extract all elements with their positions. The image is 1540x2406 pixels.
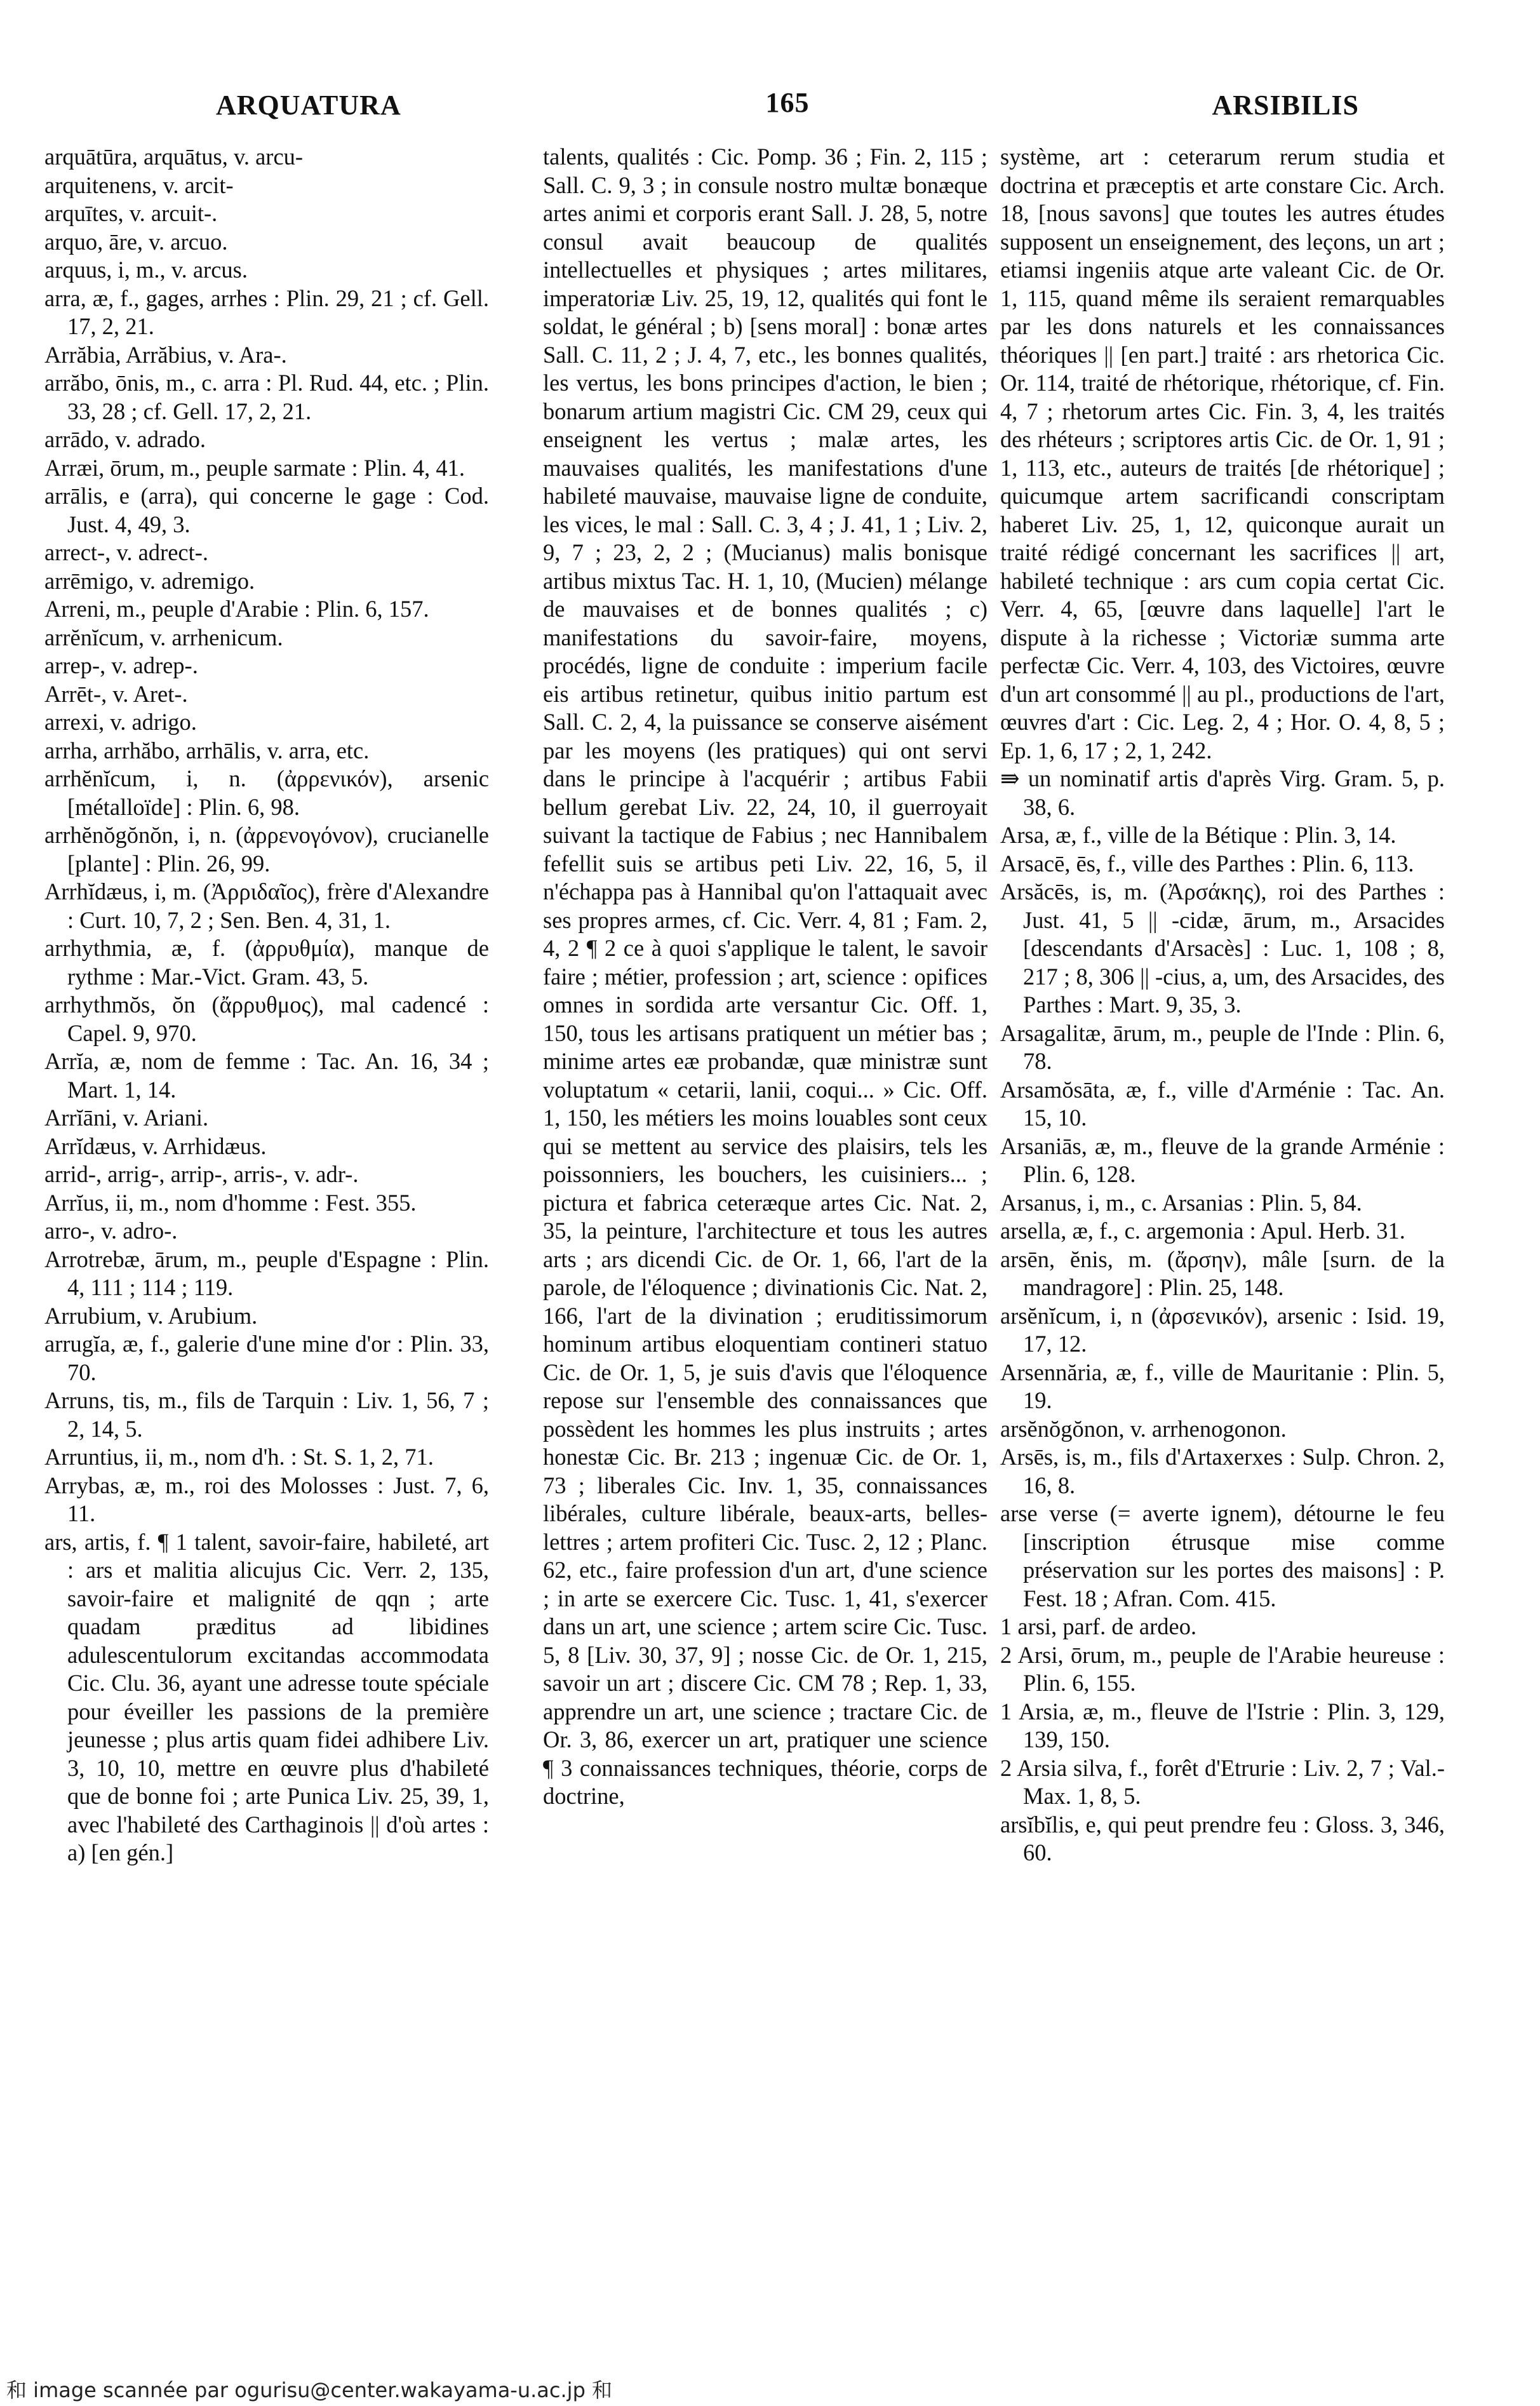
header-first-headword: ARQUATURA — [216, 90, 401, 121]
dictionary-entry: ⇛ un nominatif artis d'après Virg. Gram. 5, p. 38, 6. — [1000, 765, 1445, 820]
dictionary-entry: arra, æ, f., gages, arrhes : Plin. 29, 21 ; cf. Gell. 17, 2, 21. — [44, 285, 489, 339]
dictionary-entry: arrhĕnĭcum, i, n. (ἀρρενικόν), arsenic [métalloïde] : Plin. 6, 98. — [44, 765, 489, 820]
dictionary-entry: Arsennăria, æ, f., ville de Mauritanie : Plin. 5, 19. — [1000, 1359, 1445, 1413]
dictionary-entry: arsĕnĭcum, i, n (ἀρσενικόν), arsenic : Isid. 19, 17, 12. — [1000, 1302, 1445, 1357]
dictionary-entry: Arrybas, æ, m., roi des Molosses : Just. 7, 6, 11. — [44, 1472, 489, 1526]
column-right — [1000, 143, 1445, 2302]
dictionary-entry: arrālis, e (arra), qui concerne le gage : Cod. Just. 4, 49, 3. — [44, 483, 489, 537]
dictionary-entry: Arræi, ōrum, m., peuple sarmate : Plin. 4, 41. — [44, 454, 465, 481]
dictionary-entry: arrăbo, ōnis, m., c. arra : Pl. Rud. 44, etc. ; Plin. 33, 28 ; cf. Gell. 17, 2, 21. — [44, 370, 489, 424]
dictionary-entry: Arrĭa, æ, nom de femme : Tac. An. 16, 34 ; Mart. 1, 14. — [44, 1048, 489, 1103]
dictionary-entry: arsĭbĭlis, e, qui peut prendre feu : Gloss. 3, 346, 60. — [1000, 1811, 1445, 1865]
dictionary-entry: arsēn, ĕnis, m. (ἄρσην), mâle [surn. de la mandragore] : Plin. 25, 148. — [1000, 1246, 1445, 1300]
dictionary-entry: Arrhĭdæus, i, m. (Ἀρριδαῖος), frère d'Alexandre : Curt. 10, 7, 2 ; Sen. Ben. 4, 31, 1. — [44, 878, 489, 933]
dictionary-entry: Arrotrebæ, ārum, m., peuple d'Espagne : Plin. 4, 111 ; 114 ; 119. — [44, 1246, 489, 1300]
dictionary-entry: arrhythmŏs, ŏn (ἄρρυθμος), mal cadencé : Capel. 9, 970. — [44, 991, 489, 1046]
dictionary-entry: arquitenens, v. arcit- — [44, 171, 234, 198]
dictionary-entry: 2 Arsia silva, f., forêt d'Etrurie : Liv. 2, 7 ; Val.-Max. 1, 8, 5. — [1000, 1754, 1445, 1809]
dictionary-entry: arrha, arrhăbo, arrhālis, v. arra, etc. — [44, 737, 370, 763]
entry-continuation: système, art : ceterarum rerum studia et doctrina et præceptis et arte constare Cic. Arch. 18, [nous savons] que toutes les autres études supposent un enseignement, des leçons, un art ; etiamsi ingeniis atque arte valeant Cic. de Or. 1, 115, quand même ils seraient remarquables par les dons naturels et les connaissances théoriques || [en part.] traité : ars rhetorica Cic. Or. 114, traité de rhétorique, rhétorique, cf. Fin. 4, 7 ; rhetorum artes Cic. Fin. 3, 4, les traités des rhéteurs ; scriptores artis Cic. de Or. 1, 91 ; 1, 113, etc., auteurs de traités [de rhétorique] ; quicumque artem sacrificandi conscriptam haberet Liv. 25, 1, 12, quiconque aurait un traité rédigé concernant les sacrifices || art, habileté technique : ars cum copia certat Cic. Verr. 4, 65, [œuvre dans laquelle] l'art le dispute à la richesse ; Victoriæ summa arte perfectæ Cic. Verr. 4, 103, des Victoires, œuvre d'un art consommé || au pl., productions de l'art, œuvres d'art : Cic. Leg. 2, 4 ; Hor. O. 4, 8, 5 ; Ep. 1, 6, 17 ; 2, 1, 242. — [1000, 144, 1445, 763]
dictionary-entry: arquus, i, m., v. arcus. — [44, 257, 248, 283]
dictionary-entry: Arrubium, v. Arubium. — [44, 1302, 258, 1329]
dictionary-entry: arsella, æ, f., c. argemonia : Apul. Herb. 31. — [1000, 1218, 1405, 1244]
dictionary-entry: Arsăcēs, is, m. (Ἀρσάκης), roi des Parthes : Just. 41, 5 || -cidæ, ārum, m., Arsacides [descendants d'Arsacès] : Luc. 1, 108 ; 8, 217 ; 8, 306 || -cius, a, um, des Arsacides, des Parthes : Mart. 9, 35, 3. — [1000, 878, 1445, 1018]
dictionary-entry: 1 Arsia, æ, m., fleuve de l'Istrie : Plin. 3, 129, 139, 150. — [1000, 1698, 1445, 1752]
dictionary-entry: arse verse (= averte ignem), détourne le feu [inscription étrusque mise comme préservation sur les portes des maisons] : P. Fest. 18 ; Afran. Com. 415. — [1000, 1500, 1445, 1611]
dictionary-entry: Arruntius, ii, m., nom d'h. : St. S. 1, 2, 71. — [44, 1444, 434, 1470]
dictionary-entry: Arrēt-, v. Aret-. — [44, 680, 188, 707]
dictionary-entry: Arsēs, is, m., fils d'Artaxerxes : Sulp. Chron. 2, 16, 8. — [1000, 1444, 1445, 1498]
dictionary-entry: arrexi, v. adrigo. — [44, 709, 197, 735]
dictionary-entry: arrhythmia, æ, f. (ἀρρυθμία), manque de rythme : Mar.-Vict. Gram. 43, 5. — [44, 935, 489, 990]
dictionary-entry: Arsacē, ēs, f., ville des Parthes : Plin. 6, 113. — [1000, 850, 1414, 877]
dictionary-entry: 2 Arsi, ōrum, m., peuple de l'Arabie heureuse : Plin. 6, 155. — [1000, 1641, 1445, 1696]
page-header — [191, 83, 1384, 133]
dictionary-entry: Arsagalitæ, ārum, m., peuple de l'Inde : Plin. 6, 78. — [1000, 1019, 1445, 1074]
scan-credit-footer: 和 image scannée par ogurisu@center.wakayama-u.ac.jp 和 — [6, 2378, 613, 2402]
dictionary-entry: ars, artis, f. ¶ 1 talent, savoir-faire, habileté, art : ars et malitia alicujus Cic. Verr. 2, 135, savoir-faire et malignité de qqn ; arte quadam præditus ad libidines adulescentulorum excitandas accommodata Cic. Clu. 36, ayant une adresse toute spéciale pour éveiller les passions de la première jeunesse ; plus artis quam fidei adhibere Liv. 3, 10, 10, mettre en œuvre plus d'habileté que de bonne foi ; arte Punica Liv. 25, 39, 1, avec l'habileté des Carthaginois || d'où artes : a) [en gén.] — [44, 1528, 489, 1865]
header-last-headword: ARSIBILIS — [1212, 90, 1359, 121]
dictionary-entry: arquātūra, arquātus, v. arcu- — [44, 144, 304, 170]
dictionary-entry: Arrĭus, ii, m., nom d'homme : Fest. 355. — [44, 1189, 417, 1216]
dictionary-entry: Arsanus, i, m., c. Arsanias : Plin. 5, 84. — [1000, 1189, 1362, 1216]
dictionary-entry: arrect-, v. adrect-. — [44, 539, 209, 565]
dictionary-entry: arrid-, arrig-, arrip-, arris-, v. adr-. — [44, 1161, 359, 1187]
dictionary-entry: Arsamŏsāta, æ, f., ville d'Arménie : Tac. An. 15, 10. — [1000, 1076, 1445, 1131]
dictionary-entry: Arsaniās, æ, m., fleuve de la grande Arménie : Plin. 6, 128. — [1000, 1132, 1445, 1187]
dictionary-entry: 1 arsi, parf. de ardeo. — [1000, 1613, 1197, 1639]
dictionary-entry: Arrăbia, Arrăbius, v. Ara-. — [44, 341, 287, 368]
dictionary-entry: Arrĭāni, v. Ariani. — [44, 1105, 209, 1131]
column-middle — [543, 143, 988, 2302]
dictionary-entry: Arruns, tis, m., fils de Tarquin : Liv. 1, 56, 7 ; 2, 14, 5. — [44, 1387, 489, 1442]
dictionary-entry: arrep-, v. adrep-. — [44, 652, 198, 678]
dictionary-entry: Arsa, æ, f., ville de la Bétique : Plin. 3, 14. — [1000, 822, 1396, 848]
dictionary-entry: arquītes, v. arcuit-. — [44, 200, 218, 226]
dictionary-entry: arrugĭa, æ, f., galerie d'une mine d'or : Plin. 33, 70. — [44, 1331, 489, 1385]
dictionary-entry: arrhĕnŏgŏnŏn, i, n. (ἀρρενογόνον), crucianelle [plante] : Plin. 26, 99. — [44, 822, 489, 877]
dictionary-entry: Arreni, m., peuple d'Arabie : Plin. 6, 157. — [44, 596, 429, 622]
column-left — [44, 143, 489, 2302]
dictionary-entry: arrādo, v. adrado. — [44, 426, 206, 452]
dictionary-entry: arrĕnĭcum, v. arrhenicum. — [44, 624, 283, 650]
dictionary-entry: arro-, v. adro-. — [44, 1218, 178, 1244]
dictionary-entry: arrēmigo, v. adremigo. — [44, 567, 255, 594]
dictionary-entry: arsĕnŏgŏnon, v. arrhenogonon. — [1000, 1415, 1287, 1442]
dictionary-entry: arquo, āre, v. arcuo. — [44, 228, 228, 255]
entry-continuation: talents, qualités : Cic. Pomp. 36 ; Fin. 2, 115 ; Sall. C. 9, 3 ; in consule nostro multæ bonæque artes animi et corporis erant Sall. J. 28, 5, notre consul avait beaucoup de qualités intellectuelles et physiques ; artes militares, imperatoriæ Liv. 25, 19, 12, qualités qui font le soldat, le général ; b) [sens moral] : bonæ artes Sall. C. 11, 2 ; J. 4, 7, etc., les bonnes qualités, les vertus, les bons principes d'action, le bien ; bonarum artium magistri Cic. CM 29, ceux qui enseignent les vertus ; malæ artes, les mauvaises qualités, les manifestations d'une habileté mauvaise, mauvaise ligne de conduite, les vices, le mal : Sall. C. 3, 4 ; J. 41, 1 ; Liv. 2, 9, 7 ; 23, 2, 2 ; (Mucianus) malis bonisque artibus mixtus Tac. H. 1, 10, (Mucien) mélange de mauvaises et de bonnes qualités ; c) manifestations du savoir-faire, moyens, procédés, ligne de conduite : imperium facile eis artibus retinetur, quibus initio partum est Sall. C. 2, 4, la puissance se conserve aisément par les moyens (les pratiques) qui ont servi dans le principe à l'acquérir ; artibus Fabii bellum gerebat Liv. 22, 24, 10, il guerroyait suivant la tactique de Fabius ; nec Hannibalem fefellit suis se artibus peti Liv. 22, 16, 5, il n'échappa pas à Hannibal qu'on l'attaquait avec ses propres armes, cf. Cic. Verr. 4, 81 ; Fam. 2, 4, 2 ¶ 2 ce à quoi s'applique le talent, le savoir faire ; métier, profession ; art, science : opifices omnes in sordida arte versantur Cic. Off. 1, 150, tous les artisans pratiquent un métier bas ; minime artes eæ probandæ, quæ ministræ sunt voluptatum « cetarii, lanii, coqui... » Cic. Off. 1, 150, les métiers les moins louables sont ceux qui se mettent au service des plaisirs, tels les poissonniers, les bouchers, les cuisiniers... ; pictura et fabrica ceteræque artes Cic. Nat. 2, 35, la peinture, l'architecture et tous les autres arts ; ars dicendi Cic. de Or. 1, 66, l'art de la parole, de l'éloquence ; divinationis Cic. Nat. 2, 166, l'art de la divination ; eruditissimorum hominum artibus eloquentiam contineri statuo Cic. de Or. 1, 5, je suis d'avis que l'éloquence repose sur l'ensemble des connaissances que possèdent les hommes les plus instruits ; artes honestæ Cic. Br. 213 ; ingenuæ Cic. de Or. 1, 73 ; liberales Cic. Inv. 1, 35, connaissances libérales, culture libérale, beaux-arts, belles-lettres ; artem profiteri Cic. Tusc. 2, 12 ; Planc. 62, etc., faire profession d'un art, d'une science ; in arte se exercere Cic. Tusc. 1, 41, s'exercer dans un art, une science ; artem scire Cic. Tusc. 5, 8 [Liv. 30, 37, 9] ; nosse Cic. de Or. 1, 215, savoir un art ; discere Cic. CM 78 ; Rep. 1, 33, apprendre un art, une science ; tractare Cic. de Or. 3, 86, exercer un art, pratiquer une science ¶ 3 connaissances techniques, théorie, corps de doctrine, — [543, 144, 988, 1809]
page-number: 165 — [765, 87, 810, 118]
dictionary-entry: Arrĭdæus, v. Arrhidæus. — [44, 1132, 267, 1159]
